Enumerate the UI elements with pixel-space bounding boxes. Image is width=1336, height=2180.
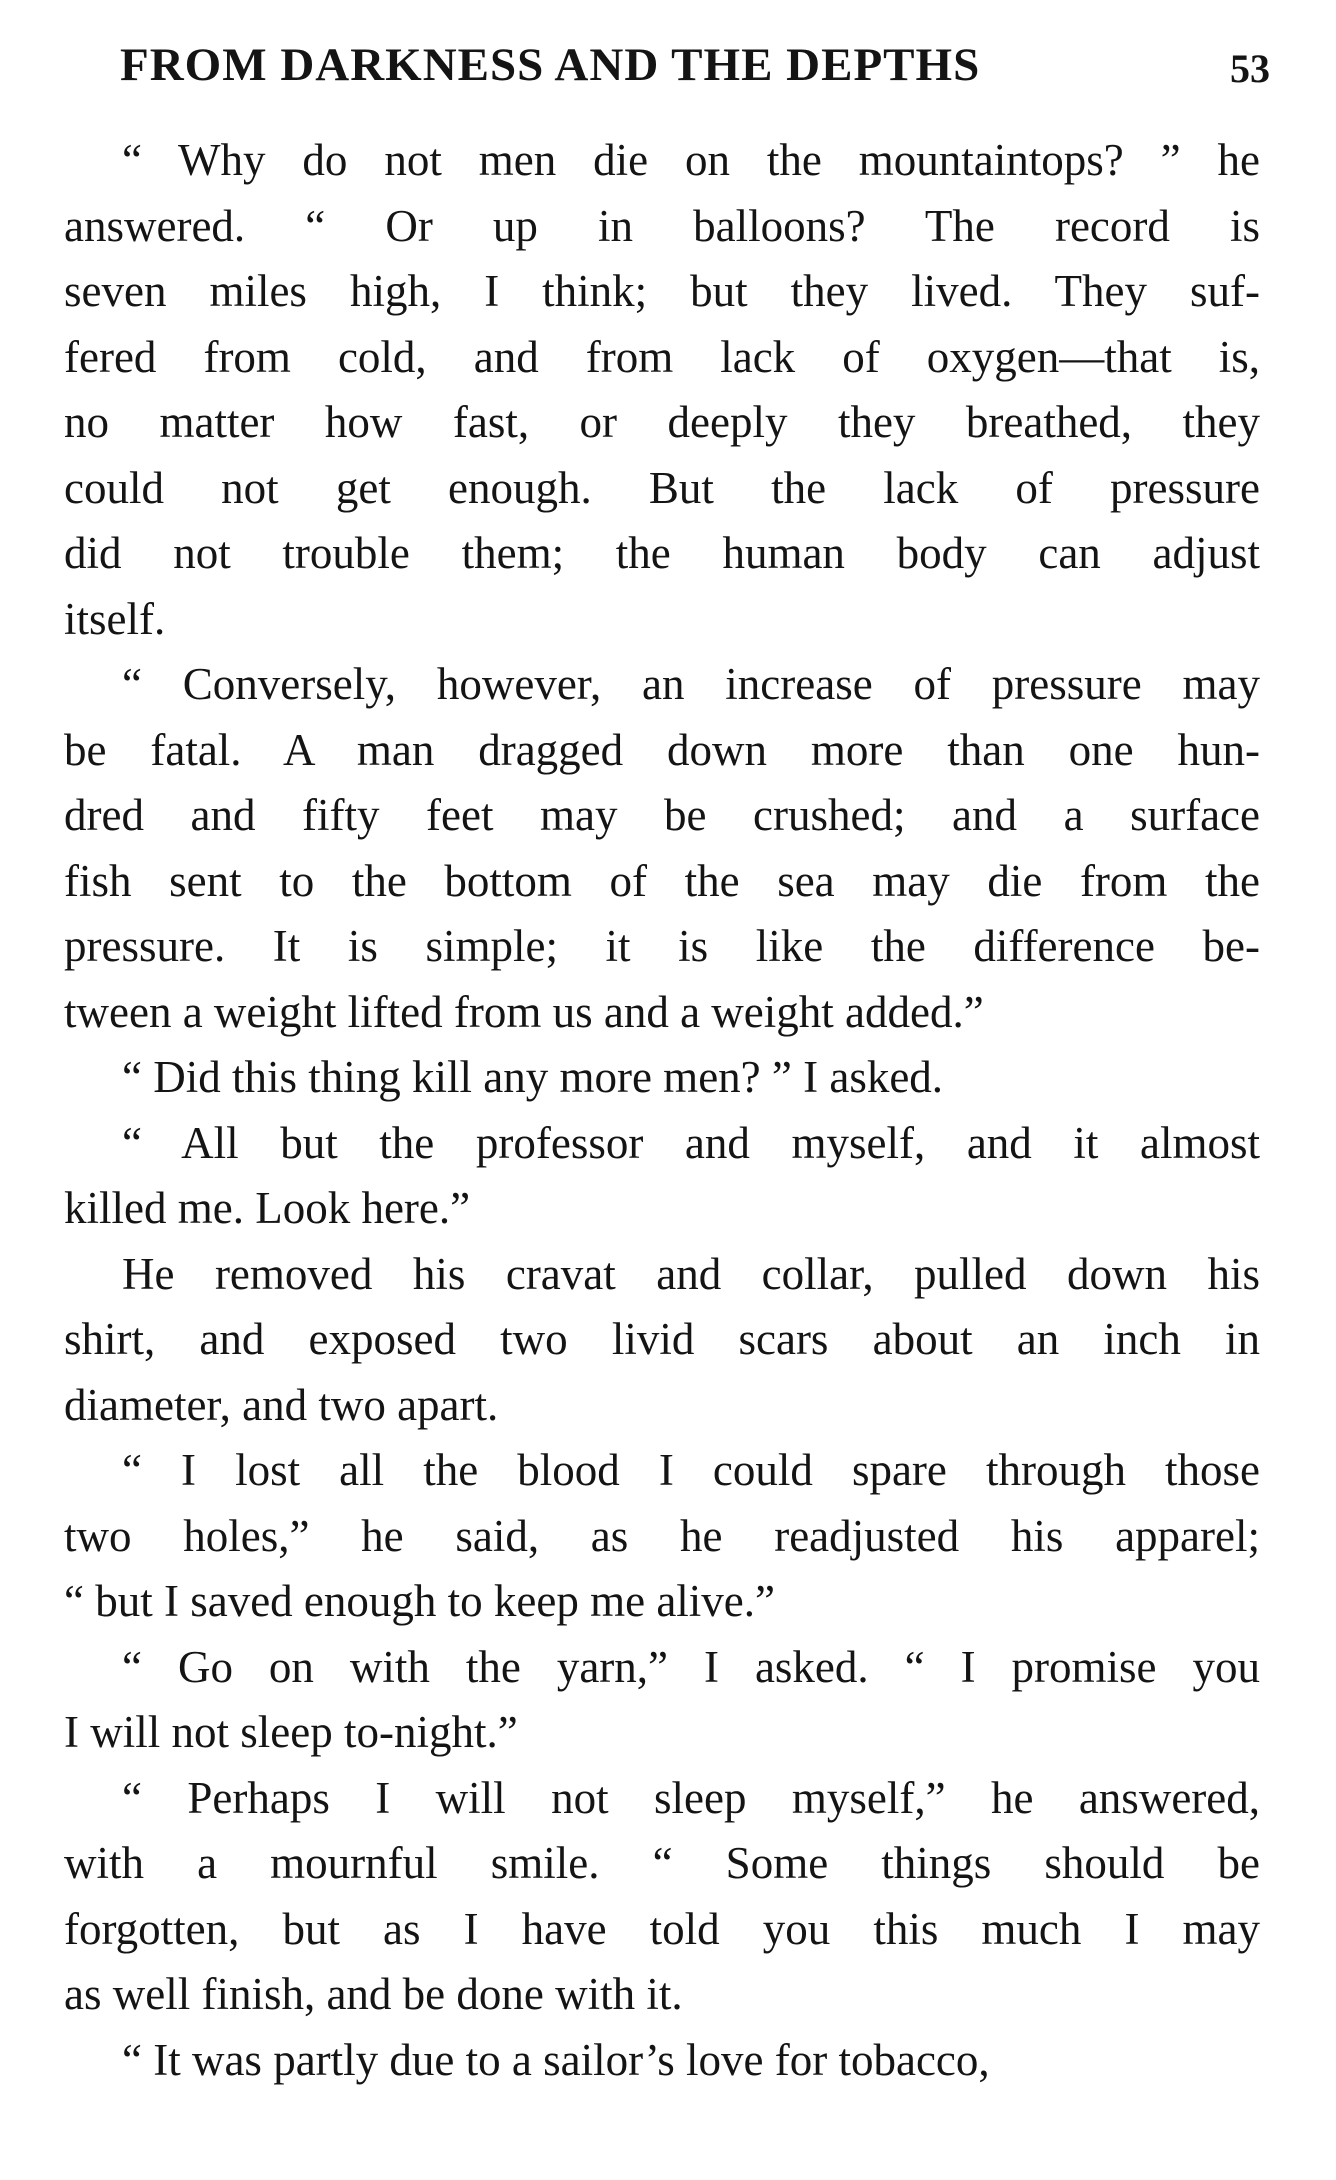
paragraph	[64, 1635, 1260, 1766]
text-line: with a mournful smile. “ Some things should be	[64, 1838, 1260, 1888]
running-head	[120, 30, 1270, 100]
text-line: “ All but the professor and myself, and it almost	[122, 1117, 1260, 1168]
text-line: He removed his cravat and collar, pulled down his	[122, 1248, 1260, 1299]
text-line: pressure. It is simple; it is like the difference be-	[64, 921, 1260, 971]
text-line: “ Did this thing kill any more men? ” I asked.	[122, 1052, 944, 1102]
text-line: answered. “ Or up in balloons? The record is	[64, 200, 1260, 251]
text-line: two holes,” he said, as he readjusted his apparel;	[64, 1510, 1260, 1561]
text-line: dred and fifty feet may be crushed; and a surface	[64, 790, 1260, 840]
text-line: “ Conversely, however, an increase of pressure may	[122, 659, 1260, 709]
paragraph	[64, 128, 1260, 652]
text-line: fish sent to the bottom of the sea may die from the	[64, 855, 1260, 906]
paragraph	[64, 1438, 1260, 1635]
text-line: “ Why do not men die on the mountaintops? ” he	[122, 135, 1260, 185]
text-line: diameter, and two apart.	[64, 1379, 499, 1430]
paragraph	[64, 1242, 1260, 1439]
running-title: FROM DARKNESS AND THE DEPTHS	[120, 39, 981, 91]
text-line: killed me. Look here.”	[64, 1183, 471, 1233]
text-line: seven miles high, I think; but they lived. They suf-	[64, 266, 1260, 316]
text-line: did not trouble them; the human body can adjust	[64, 528, 1260, 578]
paragraph	[64, 1111, 1260, 1242]
text-line: “ Go on with the yarn,” I asked. “ I promise you	[122, 1641, 1260, 1692]
body-text	[64, 128, 1260, 2093]
text-line: shirt, and exposed two livid scars about an inch in	[64, 1314, 1260, 1364]
text-line: “ It was partly due to a sailor’s love for tobacco,	[122, 2034, 990, 2085]
text-line: “ I lost all the blood I could spare through those	[122, 1445, 1260, 1495]
paragraph	[64, 1045, 1260, 1111]
text-line: forgotten, but as I have told you this much I may	[64, 1903, 1260, 1954]
text-line: itself.	[64, 593, 166, 644]
text-line: “ but I saved enough to keep me alive.”	[64, 1576, 775, 1626]
paragraph	[64, 652, 1260, 1045]
text-line: I will not sleep to-night.”	[64, 1707, 518, 1757]
paragraph	[64, 2028, 1260, 2094]
text-line: as well finish, and be done with it.	[64, 1969, 683, 2019]
text-line: “ Perhaps I will not sleep myself,” he answered,	[122, 1772, 1260, 1823]
text-line: could not get enough. But the lack of pressure	[64, 462, 1260, 513]
text-line: no matter how fast, or deeply they breathed, they	[64, 397, 1260, 447]
text-line: be fatal. A man dragged down more than one hun-	[64, 724, 1260, 775]
paragraph	[64, 1766, 1260, 2028]
text-line: tween a weight lifted from us and a weight added.”	[64, 986, 984, 1037]
text-line: fered from cold, and from lack of oxygen—that is,	[64, 331, 1260, 382]
page-number: 53	[1230, 46, 1270, 91]
